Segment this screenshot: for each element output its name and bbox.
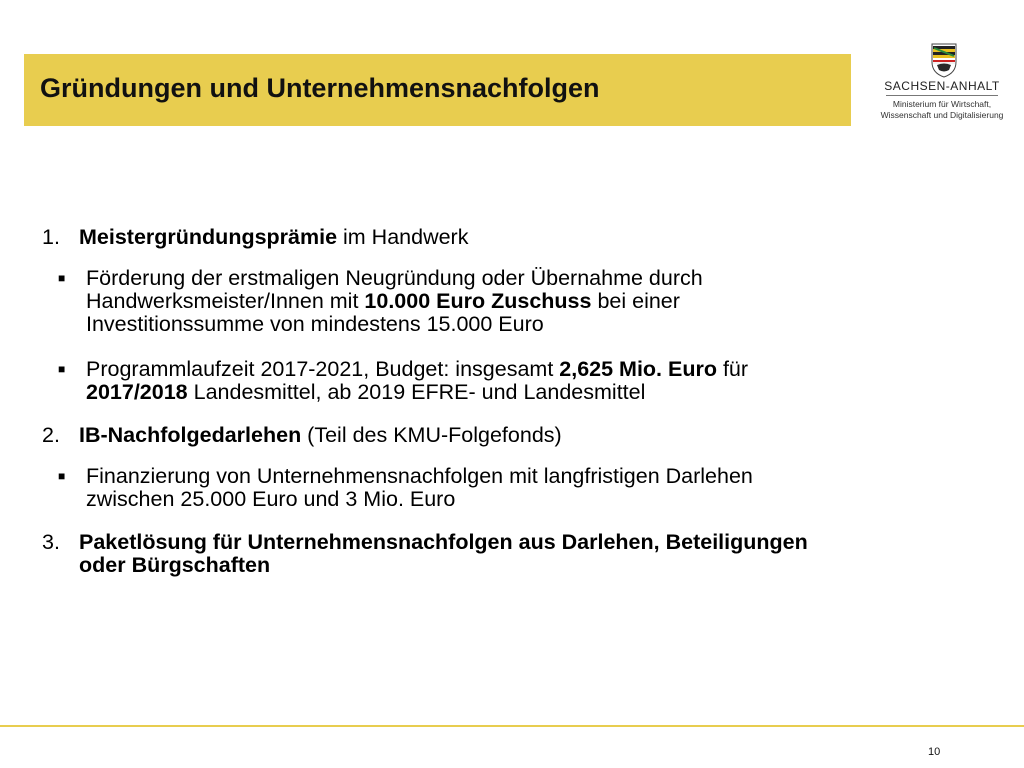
sub-bullet bbox=[42, 465, 822, 511]
logo-subtitle-line2: Wissenschaft und Digitalisierung bbox=[880, 110, 1004, 120]
slide-title: Gründungen und Unternehmensnachfolgen bbox=[40, 73, 600, 103]
list-item-1 bbox=[42, 226, 822, 249]
logo-subtitle bbox=[872, 99, 1012, 121]
item-number: 1. bbox=[42, 225, 60, 249]
list-item-3 bbox=[42, 531, 822, 577]
bullet-icon: ■ bbox=[58, 362, 66, 376]
bullet-text: bei einer Investitionssumme von mindestens 15.000 Euro bbox=[86, 289, 680, 336]
coat-of-arms-icon bbox=[929, 42, 959, 78]
title-bar bbox=[24, 54, 851, 126]
slide-content bbox=[42, 226, 822, 577]
logo-divider bbox=[886, 95, 998, 96]
sub-bullet bbox=[42, 267, 822, 336]
list-item-2 bbox=[42, 424, 822, 447]
bullet-text: Förderung der erstmaligen Neugründung oder Übernahme durch Handwerksmeister/Innen mit bbox=[86, 266, 703, 313]
bullet-text: Landesmittel, ab 2019 EFRE- und Landesmittel bbox=[187, 380, 646, 404]
sachsen-anhalt-logo bbox=[872, 40, 1012, 128]
bullet-text-bold: 2,625 Mio. Euro bbox=[559, 357, 717, 381]
bullet-text-bold: 2017/2018 bbox=[86, 380, 188, 404]
bullet-text: Finanzierung von Unternehmensnachfolgen mit langfristigen Darlehen zwischen 25.000 Euro und 3 Mio. Euro bbox=[86, 464, 753, 511]
footer-divider bbox=[0, 725, 1024, 727]
logo-name: SACHSEN-ANHALT bbox=[884, 79, 1000, 93]
bullet-text: für bbox=[716, 357, 749, 381]
item-number: 2. bbox=[42, 423, 60, 447]
item-heading: IB-Nachfolgedarlehen bbox=[79, 423, 302, 447]
item-heading: Meistergründungsprämie bbox=[79, 225, 338, 249]
page-number: 10 bbox=[928, 746, 941, 758]
sub-bullet bbox=[42, 358, 822, 404]
bullet-text: Programmlaufzeit 2017-2021, Budget: insgesamt bbox=[86, 357, 560, 381]
bullet-icon: ■ bbox=[58, 271, 66, 285]
logo-subtitle-line1: Ministerium für Wirtschaft, bbox=[892, 99, 992, 109]
item-number: 3. bbox=[42, 530, 60, 554]
item-heading-rest: (Teil des KMU-Folgefonds) bbox=[301, 423, 562, 447]
bullet-icon: ■ bbox=[58, 469, 66, 483]
bullet-text-bold: 10.000 Euro Zuschuss bbox=[364, 289, 592, 313]
item-heading: Paketlösung für Unternehmensnachfolgen aus Darlehen, Beteiligungen oder Bürgschaften bbox=[79, 530, 808, 577]
item-heading-rest: im Handwerk bbox=[337, 225, 469, 249]
